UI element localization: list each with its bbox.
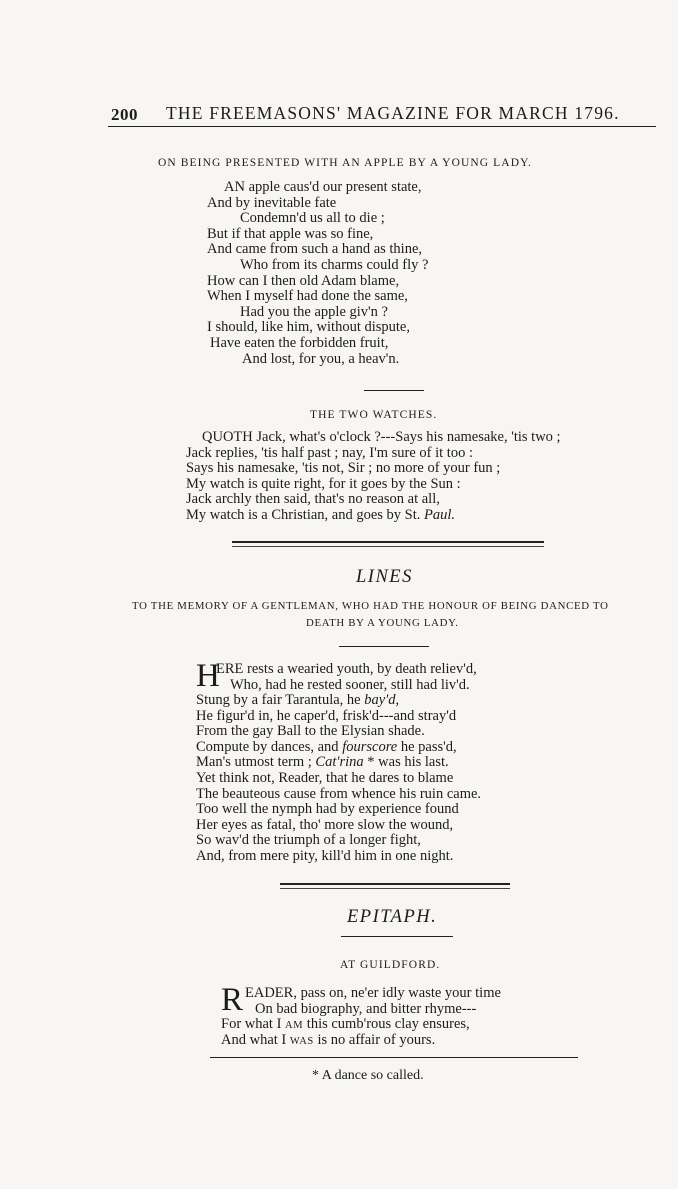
- poem-line: The beauteous cause from whence his ruin came.: [196, 785, 482, 802]
- poem-line: But if that apple was so fine,: [207, 225, 374, 242]
- poem-line: Too well the nymph had by experience found: [196, 801, 459, 818]
- footnote: * A dance so called.: [312, 1068, 424, 1083]
- poem-line-text: he pass'd,: [397, 738, 457, 755]
- poem-line: Her eyes as fatal, tho' more slow the wound,: [196, 816, 454, 833]
- running-title: THE FREEMASONS' MAGAZINE FOR MARCH 1796.: [166, 103, 620, 123]
- poem-line: Yet think not, Reader, that he dares to blame: [196, 769, 454, 786]
- poem-lines-body: [196, 658, 482, 865]
- poem-line: Who from its charms could fly ?: [240, 256, 429, 273]
- poem-watches-title: THE TWO WATCHES.: [310, 409, 438, 421]
- poem-apple-body: [0, 180, 428, 367]
- poem-line-text: is no affair of yours.: [313, 1031, 436, 1048]
- poem-line: [221, 1033, 470, 1049]
- poem-line: QUOTH Jack, what's o'clock ?---Says his namesake, 'tis two ;: [202, 429, 561, 445]
- section-divider: [339, 646, 429, 647]
- section-divider: [341, 936, 453, 937]
- poem-line: ERE rests a wearied youth, by death reliev'd,: [216, 661, 477, 677]
- page-number: 200: [111, 105, 138, 124]
- poem-line: Who, had he rested sooner, still had liv'd.: [230, 676, 470, 693]
- poem-apple-title: ON BEING PRESENTED WITH AN APPLE BY A YOUNG LADY.: [158, 157, 532, 169]
- poem-line: So wav'd the triumph of a longer fight,: [196, 832, 421, 849]
- poem-line: On bad biography, and bitter rhyme---: [255, 1000, 477, 1017]
- poem-line-text: * was his last.: [363, 754, 449, 771]
- poem-watches-body: [0, 430, 561, 524]
- poem-line: He figur'd in, he caper'd, frisk'd---and stray'd: [196, 707, 457, 724]
- poem-line: AN apple caus'd our present state,: [224, 179, 422, 195]
- poem-opening: [196, 658, 481, 694]
- poem-line-smallcaps: AM: [285, 1020, 304, 1031]
- poem-line: [196, 740, 481, 756]
- poem-opening: [221, 982, 501, 1018]
- poem-lines-subtitle: TO THE MEMORY OF A GENTLEMAN, WHO HAD THE HONOUR OF BEING DANCED TO: [132, 600, 609, 612]
- header-rule: [108, 126, 656, 127]
- section-divider: [232, 541, 544, 547]
- poem-line: Jack archly then said, that's no reason at all,: [186, 491, 440, 508]
- poem-line: And lost, for you, a heav'n.: [242, 350, 400, 367]
- epitaph-subtitle: AT GUILDFORD.: [340, 959, 441, 971]
- footnote-rule: [210, 1057, 578, 1058]
- section-divider: [364, 390, 424, 391]
- poem-line: When I myself had done the same,: [207, 288, 408, 305]
- drop-cap: R: [221, 982, 244, 1018]
- epitaph-title: EPITAPH.: [347, 907, 438, 927]
- poem-line: I should, like him, without dispute,: [207, 319, 410, 336]
- poem-line: [186, 508, 561, 524]
- poem-line: And came from such a hand as thine,: [207, 241, 423, 258]
- poem-line: And, from mere pity, kill'd him in one night.: [196, 847, 454, 864]
- poem-line-italic: Cat'rina: [315, 754, 364, 771]
- poem-lines-subtitle: DEATH BY A YOUNG LADY.: [306, 617, 459, 629]
- poem-line: And by inevitable fate: [207, 194, 337, 211]
- poem-line-italic: fourscore: [342, 738, 398, 755]
- poem-line-smallcaps: WAS: [289, 1035, 314, 1047]
- poem-line-text: Compute by dances, and: [196, 738, 343, 755]
- poem-line: From the gay Ball to the Elysian shade.: [196, 723, 425, 740]
- poem-line: EADER, pass on, ne'er idly waste your time: [245, 985, 501, 1001]
- poem-line: [221, 1017, 470, 1033]
- poem-line: Condemn'd us all to die ;: [240, 210, 385, 227]
- poem-line: [196, 755, 481, 771]
- poem-line: My watch is quite right, for it goes by the Sun :: [186, 475, 461, 492]
- poem-line: Jack replies, 'tis half past ; nay, I'm sure of it too :: [186, 444, 473, 461]
- poem-line: [196, 693, 481, 709]
- drop-cap: H: [196, 658, 220, 694]
- poem-line: Had you the apple giv'n ?: [240, 303, 388, 320]
- section-divider: [280, 883, 510, 889]
- poem-line-text: Stung by a fair Tarantula, he: [196, 692, 365, 708]
- poem-line-italic: Paul.: [424, 506, 456, 523]
- poem-lines-title: LINES: [356, 567, 413, 587]
- poem-line-text: And what I: [221, 1031, 290, 1048]
- poem-line-italic: bay'd,: [364, 692, 400, 708]
- poem-line: Says his namesake, 'tis not, Sir ; no more of your fun ;: [186, 460, 501, 477]
- poem-line: How can I then old Adam blame,: [207, 272, 400, 289]
- poem-line-text: this cumb'rous clay ensures,: [303, 1016, 470, 1032]
- poem-line-text: Man's utmost term ;: [196, 754, 316, 771]
- poem-line-text: For what I: [221, 1016, 286, 1032]
- epitaph-body: [221, 982, 501, 1048]
- poem-line: Have eaten the forbidden fruit,: [210, 334, 389, 351]
- poem-line-text: My watch is a Christian, and goes by St.: [186, 506, 425, 523]
